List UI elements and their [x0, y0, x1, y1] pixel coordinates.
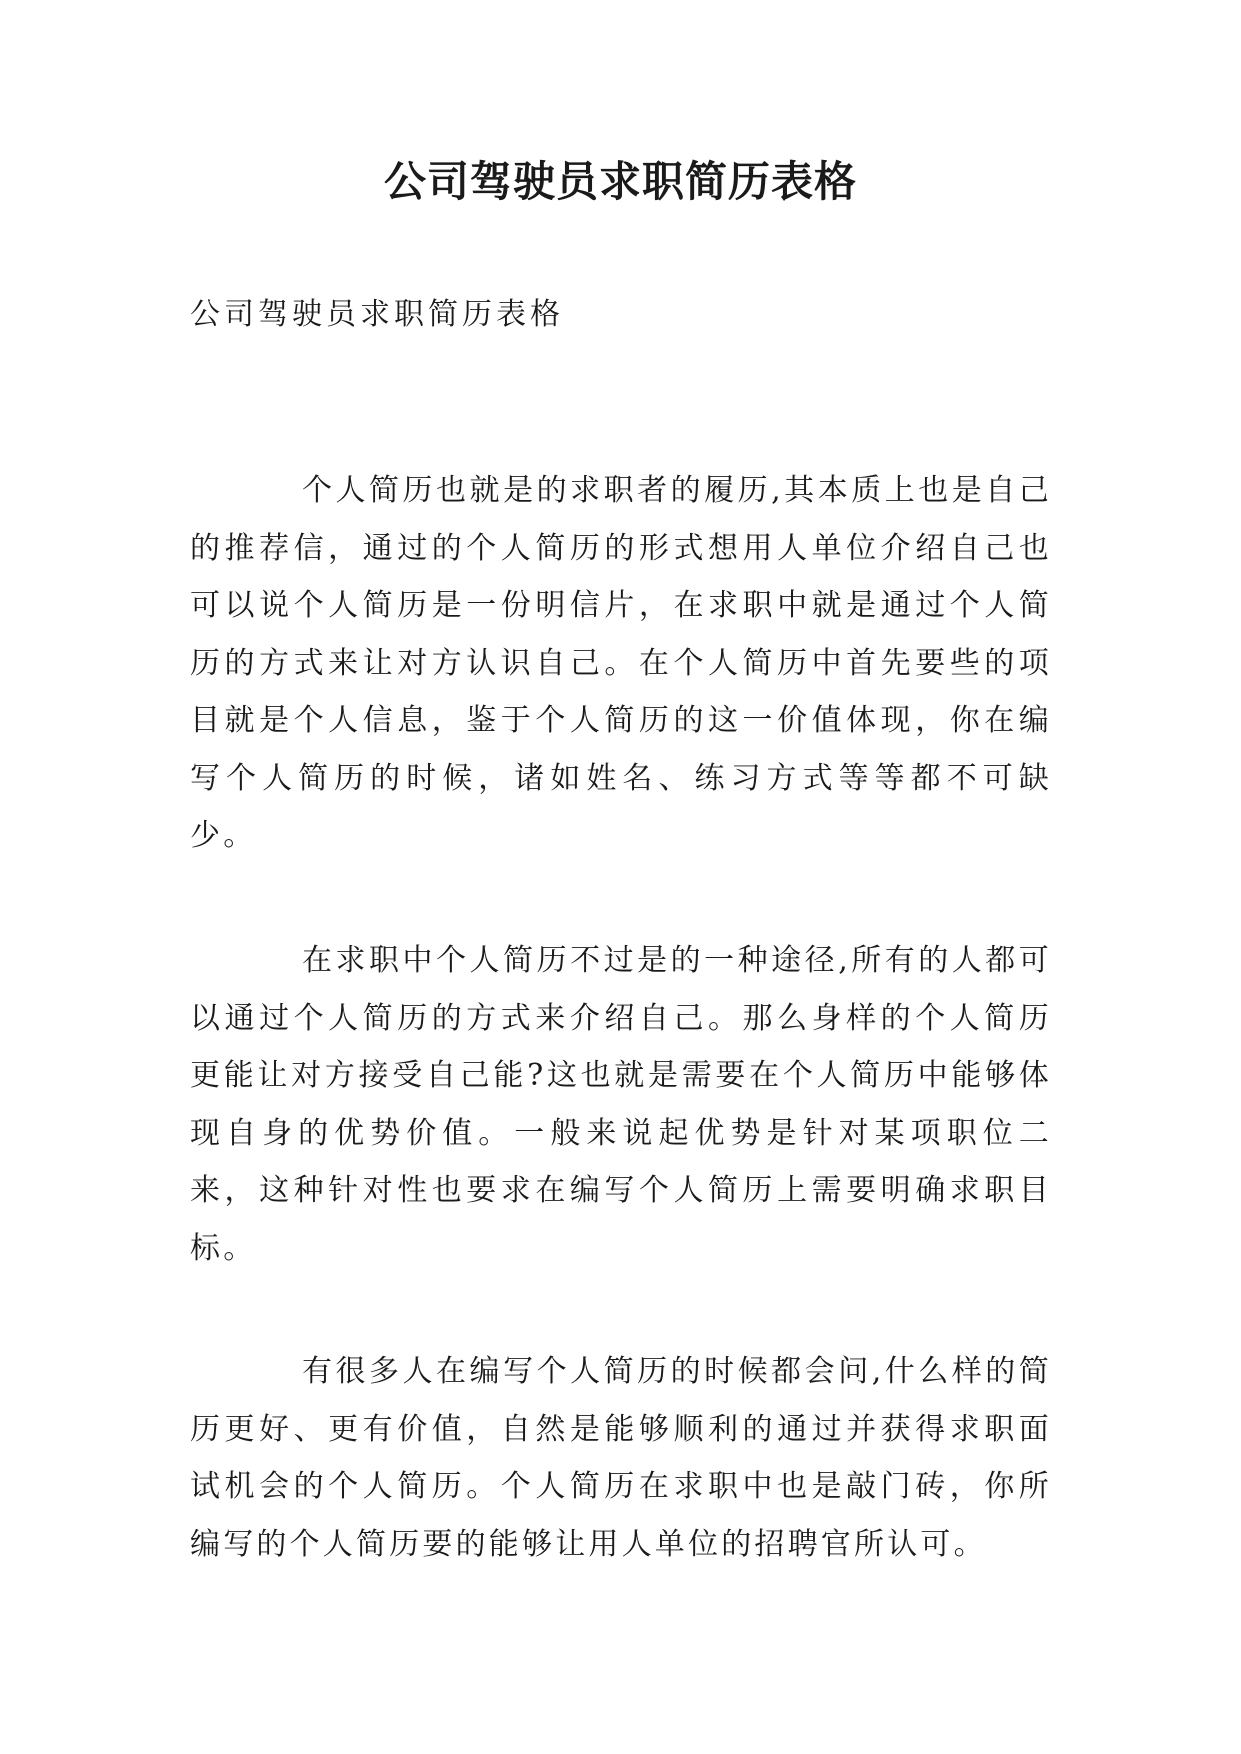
body-paragraph-1: 个人简历也就是的求职者的履历,其本质上也是自己的推荐信，通过的个人简历的形式想用人单位介绍自己也可以说个人简历是一份明信片，在求职中就是通过个人简历的方式来让对方认识自己。在个人简历中首先要些的项目就是个人信息，鉴于个人简历的这一价值体现，你在编写个人简历的时候，诸如姓名、练习方式等等都不可缺少。 [190, 473, 1052, 853]
document-subtitle: 公司驾驶员求职简历表格 [190, 297, 564, 332]
document-title: 公司驾驶员求职简历表格 [383, 157, 857, 206]
body-paragraph-2: 在求职中个人简历不过是的一种途径,所有的人都可以通过个人简历的方式来介绍自己。那么身样的个人简历更能让对方接受自己能?这也就是需要在个人简历中能够体现自身的优势价值。一般来说起优势是针对某项职位二来，这种针对性也要求在编写个人简历上需要明确求职目标。 [190, 943, 1052, 1266]
body-paragraph-3: 有很多人在编写个人简历的时候都会问,什么样的简历更好、更有价值，自然是能够顺利的通过并获得求职面试机会的个人简历。个人简历在求职中也是敲门砖，你所编写的个人简历要的能够让用人单位的招聘官所认可。 [190, 1354, 1052, 1562]
